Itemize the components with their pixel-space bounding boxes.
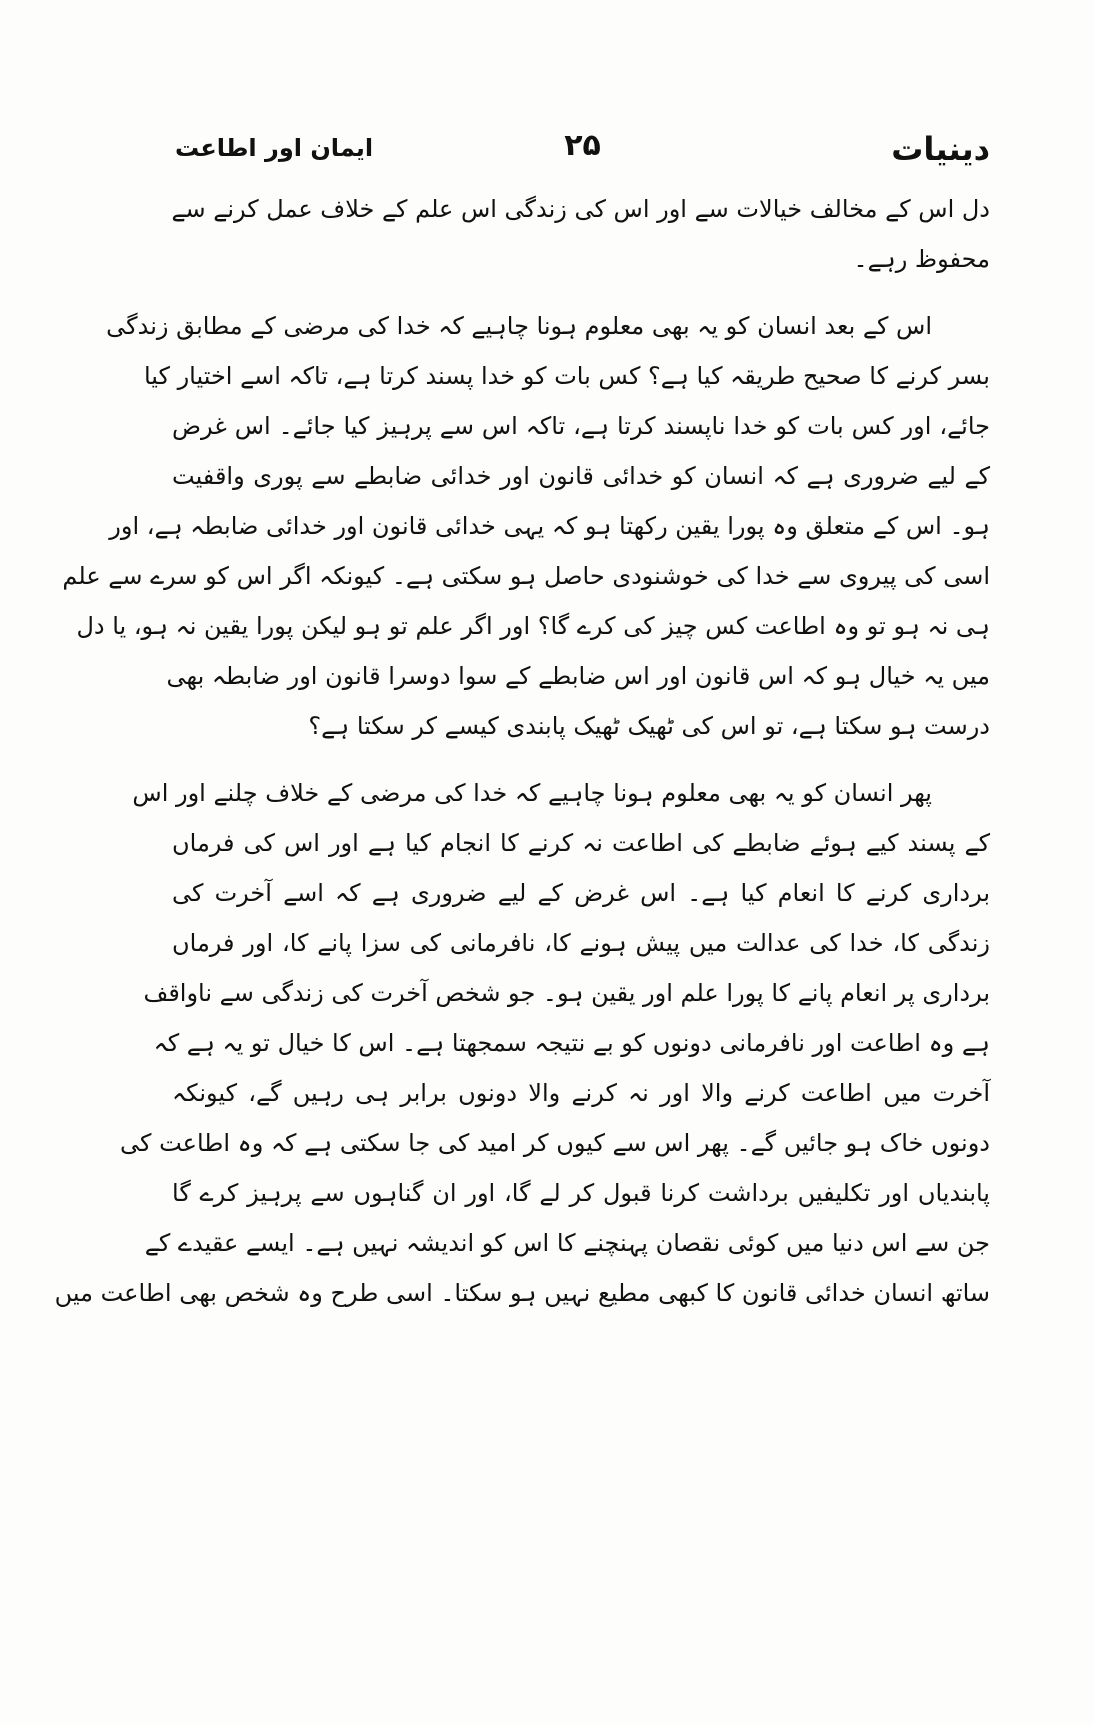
chapter-title: ایمان اور اطاعت xyxy=(175,134,374,162)
text-line: ہے وہ اطاعت اور نافرمانی دونوں کو بے نتیجہ سمجھتا ہے۔ اس کا خیال تو یہ ہے کہ xyxy=(153,1029,990,1057)
text-line: کے پسند کیے ہوئے ضابطے کی اطاعت نہ کرنے کا انجام کیا ہے اور اس کی فرماں xyxy=(172,829,990,857)
paragraph xyxy=(62,301,990,751)
text-line: بسر کرنے کا صحیح طریقہ کیا ہے؟ کس بات کو خدا پسند کرتا ہے، تاکہ اسے اختیار کیا xyxy=(143,362,990,390)
text-line: برداری کرنے کا انعام کیا ہے۔ اس غرض کے لیے ضروری ہے کہ اسے آخرت کی xyxy=(172,879,990,907)
text-line: پھر انسان کو یہ بھی معلوم ہونا چاہیے کہ خدا کی مرضی کے خلاف چلنے اور اس xyxy=(132,779,932,807)
text-line: زندگی کا، خدا کی عدالت میں پیش ہونے کا، نافرمانی کی سزا پانے کا، اور فرماں xyxy=(172,929,990,957)
paragraph xyxy=(172,184,990,284)
text-line: ساتھ انسان خدائی قانون کا کبھی مطیع نہیں ہو سکتا۔ اسی طرح وہ شخص بھی اطاعت میں xyxy=(54,1279,990,1307)
text-line: جن سے اس دنیا میں کوئی نقصان پہنچنے کا اس کو اندیشہ نہیں ہے۔ ایسے عقیدے کے xyxy=(144,1229,990,1257)
text-line: کے لیے ضروری ہے کہ انسان کو خدائی قانون اور خدائی ضابطے سے پوری واقفیت xyxy=(172,462,990,490)
book-title: دینیات xyxy=(891,130,990,168)
text-line: اس کے بعد انسان کو یہ بھی معلوم ہونا چاہیے کہ خدا کی مرضی کے مطابق زندگی xyxy=(106,312,932,340)
text-line: میں یہ خیال ہو کہ اس قانون اور اس ضابطے کے سوا دوسرا قانون اور ضابطہ بھی xyxy=(166,662,990,690)
text-line: برداری پر انعام پانے کا پورا علم اور یقین ہو۔ جو شخص آخرت کی زندگی سے ناواقف xyxy=(143,979,990,1007)
text-line: دونوں خاک ہو جائیں گے۔ پھر اس سے کیوں کر امید کی جا سکتی ہے کہ وہ اطاعت کی xyxy=(120,1129,990,1157)
page-number: ۲۵ xyxy=(564,128,601,163)
text-line: ہو۔ اس کے متعلق وہ پورا یقین رکھتا ہو کہ یہی خدائی قانون اور خدائی ضابطہ ہے، اور xyxy=(109,512,990,540)
text-line: اسی کی پیروی سے خدا کی خوشنودی حاصل ہو سکتی ہے۔ کیونکہ اگر اس کو سرے سے علم xyxy=(62,562,990,590)
text-line: آخرت میں اطاعت کرنے والا اور نہ کرنے والا دونوں برابر ہی رہیں گے، کیونکہ xyxy=(172,1079,990,1107)
body-text xyxy=(54,184,990,1318)
paragraph xyxy=(54,768,990,1318)
text-line: ہی نہ ہو تو وہ اطاعت کس چیز کی کرے گا؟ اور اگر علم تو ہو لیکن پورا یقین نہ ہو، یا دل xyxy=(76,612,990,640)
page-header xyxy=(175,128,990,178)
text-line: پابندیاں اور تکلیفیں برداشت کرنا قبول کر لے گا، اور ان گناہوں سے پرہیز کرے گا xyxy=(172,1179,990,1207)
text-line: درست ہو سکتا ہے، تو اس کی ٹھیک ٹھیک پابندی کیسے کر سکتا ہے؟ xyxy=(308,712,990,740)
text-line: محفوظ رہے۔ xyxy=(853,245,990,273)
text-line: دل اس کے مخالف خیالات سے اور اس کی زندگی اس علم کے خلاف عمل کرنے سے xyxy=(171,195,990,223)
text-line: جائے، اور کس بات کو خدا ناپسند کرتا ہے، تاکہ اس سے پرہیز کیا جائے۔ اس غرض xyxy=(172,412,990,440)
